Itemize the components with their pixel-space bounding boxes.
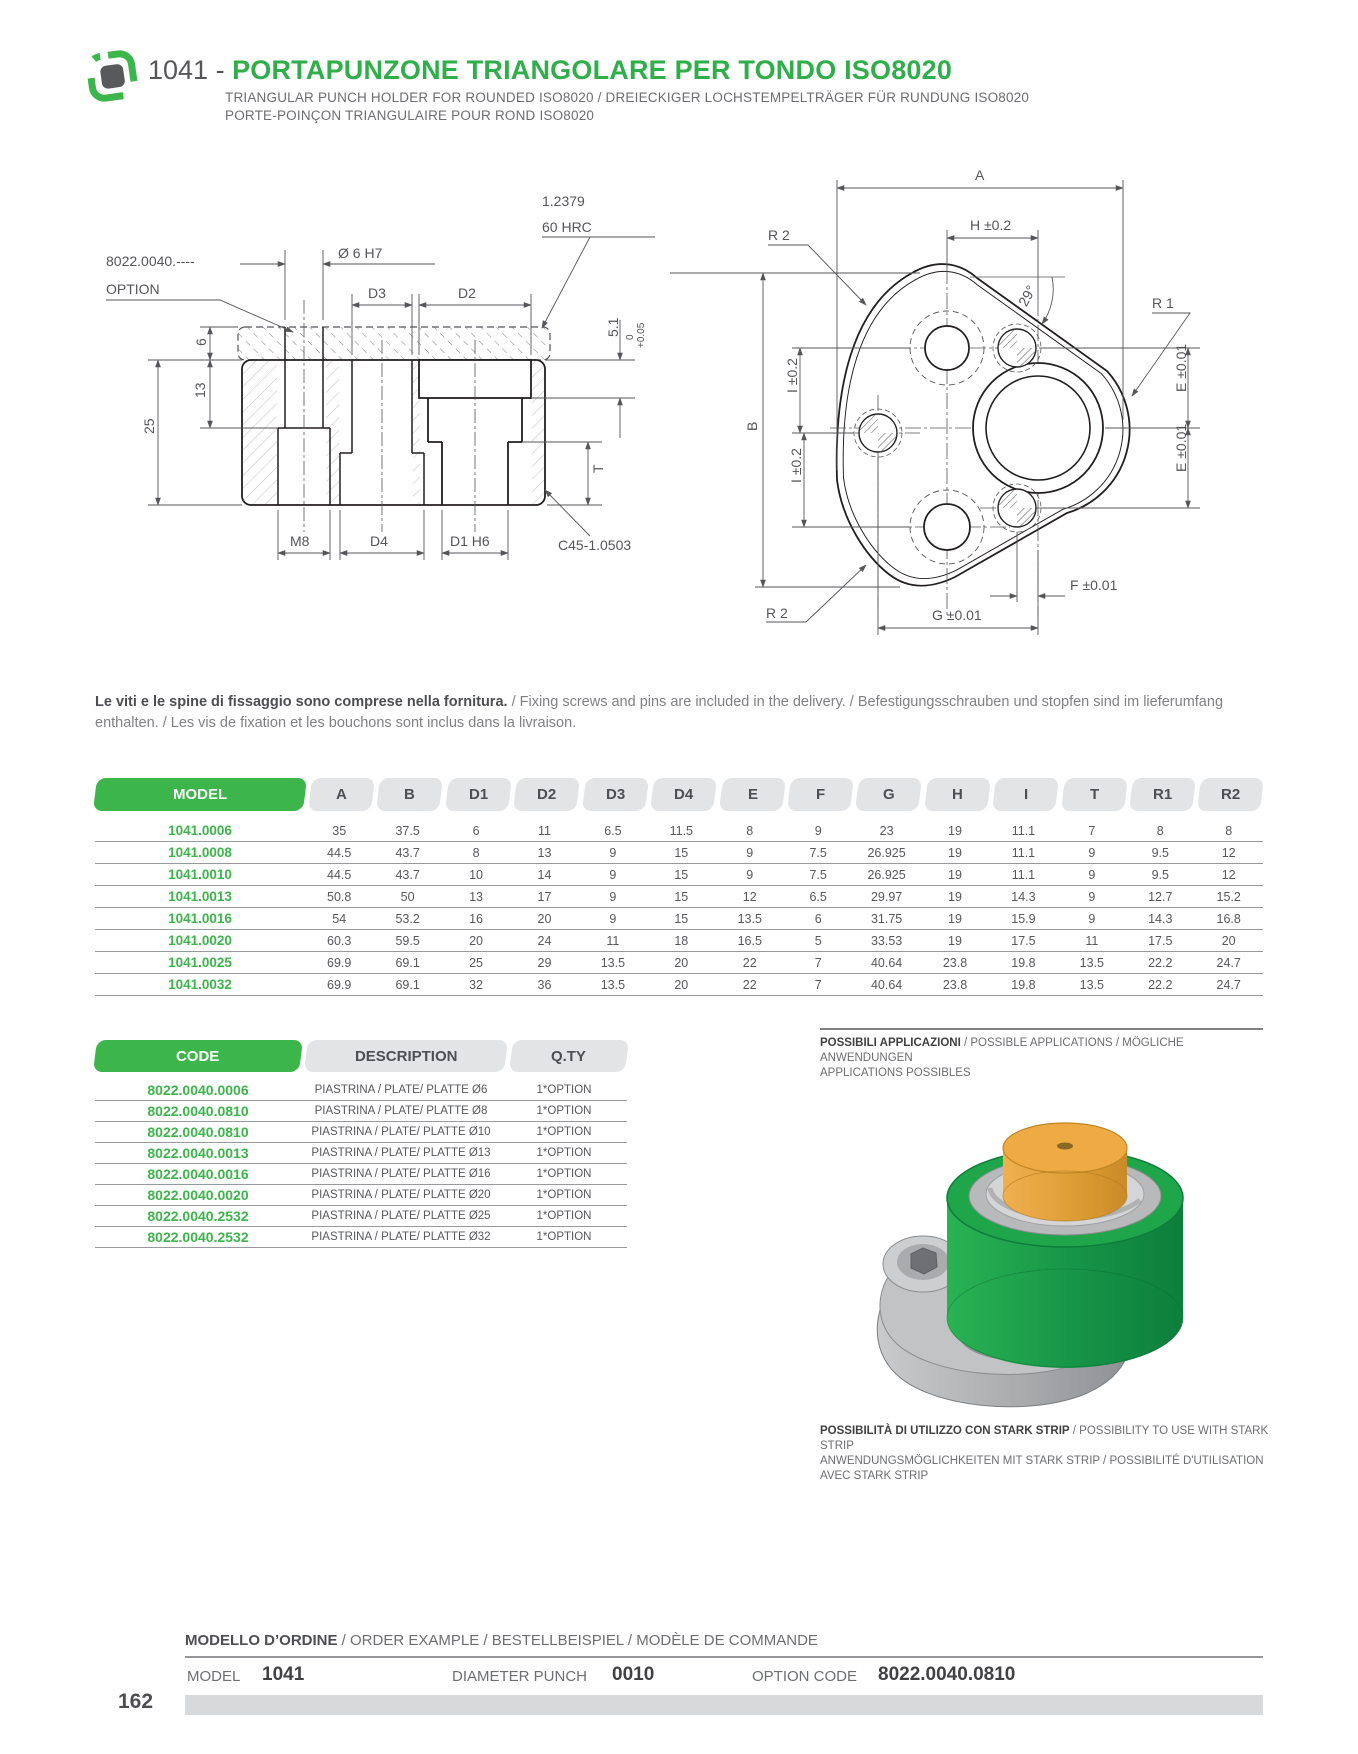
table-cell: 40.64 — [870, 977, 903, 992]
qty-cell: 1*OPTION — [536, 1189, 592, 1201]
table-cell: 8 — [746, 823, 754, 838]
table-cell: 19 — [948, 823, 962, 838]
top-h-label: H ±0.2 — [970, 217, 1012, 233]
dimension-table — [95, 778, 1263, 996]
description-cell: PIASTRINA / PLATE/ PLATTE Ø16 — [311, 1168, 491, 1180]
table-cell: 22.2 — [1148, 977, 1173, 992]
qty-cell: 1*OPTION — [536, 1210, 592, 1222]
table-cell: 13 — [469, 889, 483, 904]
table-cell: 19 — [948, 845, 962, 860]
dimension-column-header: R1 — [1129, 778, 1196, 811]
qty-cell: 1*OPTION — [536, 1105, 592, 1117]
table-cell: 17.5 — [1148, 933, 1173, 948]
table-cell: 53.2 — [395, 911, 420, 926]
table-cell: 9.5 — [1151, 845, 1169, 860]
table-cell: 8 — [472, 845, 480, 860]
qty-cell: 1*OPTION — [536, 1126, 592, 1138]
table-cell: 14 — [537, 867, 552, 882]
table-cell: 31.75 — [870, 911, 903, 926]
side-material-body-label: C45-1.0503 — [558, 537, 632, 553]
table-cell: 12.7 — [1148, 889, 1173, 904]
model-cell: 1041.0013 — [168, 889, 232, 904]
dimension-column-header: G — [855, 778, 922, 811]
model-cell: 1041.0016 — [168, 911, 232, 926]
table-cell: 17.5 — [1011, 933, 1036, 948]
side-dim13-label: 13 — [192, 382, 208, 398]
table-cell: 44.5 — [327, 845, 352, 860]
delivery-note-translations: / Fixing screws and pins are included in the delivery. / Befestigungsschrauben und stopfen sind im lieferumfang enthalten. / Les vis de fixation et les bouchons sont inclus dans la livraison. — [95, 694, 1224, 731]
table-cell: 8 — [1225, 823, 1233, 838]
table-cell: 20 — [674, 955, 689, 970]
table-cell: 19 — [948, 933, 962, 948]
code-cell: 8022.0040.2532 — [147, 1229, 249, 1245]
code-cell: 8022.0040.2532 — [147, 1208, 249, 1224]
table-cell: 43.7 — [395, 867, 420, 882]
table-cell: 15 — [674, 867, 689, 882]
side-material-top-label: 1.2379 — [542, 193, 585, 209]
table-cell: 33.53 — [870, 933, 903, 948]
order-model-label: MODEL — [187, 1668, 241, 1685]
table-cell: 13.5 — [1079, 977, 1105, 992]
side-d4-label: D4 — [370, 533, 388, 549]
code-cell: 8022.0040.0810 — [147, 1124, 249, 1140]
table-cell: 32 — [469, 977, 483, 992]
model-cell: 1041.0008 — [168, 845, 232, 860]
table-cell: 25 — [469, 955, 483, 970]
description-cell: PIASTRINA / PLATE/ PLATTE Ø32 — [311, 1231, 491, 1243]
table-cell: 7 — [814, 955, 822, 970]
table-cell: 69.1 — [395, 977, 420, 992]
table-cell: 13.5 — [600, 977, 626, 992]
top-b-label: B — [744, 421, 760, 431]
table-cell: 12 — [742, 889, 757, 904]
side-d2-label: D2 — [458, 285, 476, 301]
table-cell: 43.7 — [395, 845, 420, 860]
applications-divider — [820, 1028, 1263, 1030]
top-angle-label: 29° — [1014, 282, 1040, 309]
table-cell: 20 — [674, 977, 689, 992]
code-column-header: CODE — [93, 1040, 303, 1072]
footer-bar — [185, 1695, 1263, 1715]
table-cell: 35 — [332, 823, 347, 838]
description-cell: PIASTRINA / PLATE/ PLATTE Ø10 — [311, 1126, 491, 1138]
table-cell: 16 — [469, 911, 483, 926]
model-column-header: MODEL — [93, 778, 307, 811]
table-row — [95, 908, 1263, 930]
top-g-label: G ±0.01 — [932, 607, 982, 623]
side-d1-label: D1 H6 — [450, 533, 490, 549]
table-cell: 12 — [1221, 845, 1236, 860]
table-cell: 10 — [469, 867, 483, 882]
side-depth-label: 5.1 — [605, 317, 621, 337]
table-cell: 9 — [1088, 889, 1096, 904]
table-cell: 8 — [1156, 823, 1164, 838]
qty-cell: 1*OPTION — [536, 1231, 592, 1243]
table-cell: 24.7 — [1216, 977, 1241, 992]
table-cell: 7 — [1088, 823, 1096, 838]
table-cell: 14.3 — [1011, 889, 1036, 904]
table-cell: 15.9 — [1011, 911, 1036, 926]
table-cell: 59.5 — [395, 933, 420, 948]
table-cell: 26.925 — [867, 867, 906, 882]
model-cell: 1041.0032 — [168, 977, 232, 992]
table-cell: 7.5 — [809, 867, 827, 882]
qty-column-header: Q.TY — [509, 1040, 629, 1072]
table-cell: 9 — [609, 911, 617, 926]
model-cell: 1041.0006 — [168, 823, 232, 838]
description-cell: PIASTRINA / PLATE/ PLATTE Ø13 — [311, 1147, 491, 1159]
table-cell: 69.1 — [395, 955, 420, 970]
side-hardness-label: 60 HRC — [542, 219, 592, 235]
order-example-rule — [185, 1656, 1263, 1658]
dimension-column-header: H — [924, 778, 991, 811]
option-code-table-header — [95, 1040, 627, 1072]
top-a-label: A — [975, 167, 985, 183]
description-column-header: DESCRIPTION — [304, 1040, 508, 1072]
table-cell: 50.8 — [327, 889, 352, 904]
table-row — [95, 1080, 627, 1101]
model-cell: 1041.0025 — [168, 955, 232, 970]
table-cell: 19.8 — [1011, 977, 1036, 992]
stark-strip-caption: POSSIBILITÀ DI UTILIZZO CON STARK STRIP / POSSIBILITY TO USE WITH STARK STRIP ANWENDUNGSMÖGLICHKEITEN MIT STARK STRIP / POSSIBILITÉ D'UTILISATION AVEC STARK STRIP — [820, 1425, 1269, 1482]
page-number: 162 — [118, 1690, 154, 1713]
dimension-column-header: R2 — [1197, 778, 1264, 811]
dimension-column-header: T — [1061, 778, 1128, 811]
table-cell: 11.1 — [1011, 845, 1036, 860]
table-row — [95, 1101, 627, 1122]
table-cell: 36 — [537, 977, 552, 992]
description-cell: PIASTRINA / PLATE/ PLATTE Ø6 — [314, 1084, 488, 1096]
table-cell: 18 — [674, 933, 689, 948]
side-option-label: OPTION — [106, 281, 160, 297]
description-cell: PIASTRINA / PLATE/ PLATTE Ø8 — [314, 1105, 488, 1117]
top-e-top-label: E ±0.01 — [1173, 343, 1189, 392]
side-d3-label: D3 — [368, 285, 386, 301]
table-cell: 13 — [537, 845, 552, 860]
side-t-label: T — [590, 464, 606, 473]
subtitle-line1: TRIANGULAR PUNCH HOLDER FOR ROUNDED ISO8020 / DREIECKIGER LOCHSTEMPELTRÄGER FÜR RUNDUNG ISO8020 — [225, 90, 1030, 105]
order-example-heading: MODELLO D’ORDINE / ORDER EXAMPLE / BESTELLBEISPIEL / MODÈLE DE COMMANDE — [185, 1632, 818, 1649]
code-cell: 8022.0040.0016 — [147, 1166, 249, 1182]
table-cell: 11 — [1085, 933, 1099, 948]
top-r2-bottom-label: R 2 — [766, 605, 788, 621]
table-cell: 20 — [1221, 933, 1236, 948]
table-cell: 22 — [742, 977, 757, 992]
table-cell: 26.925 — [867, 845, 906, 860]
delivery-note-it: Le viti e le spine di fissaggio sono comprese nella fornitura. — [95, 694, 508, 710]
table-row — [95, 886, 1263, 908]
dimension-column-header: F — [787, 778, 854, 811]
table-cell: 5 — [814, 933, 822, 948]
product-code: 1041 - — [148, 55, 233, 85]
dimension-table-body — [95, 820, 1263, 996]
table-cell: 11.1 — [1011, 823, 1036, 838]
dimension-column-header: A — [308, 778, 375, 811]
table-cell: 54 — [332, 911, 347, 926]
table-cell: 6 — [472, 823, 480, 838]
table-cell: 11.1 — [1011, 867, 1036, 882]
table-cell: 50 — [400, 889, 415, 904]
dimension-column-header: D2 — [513, 778, 580, 811]
qty-cell: 1*OPTION — [536, 1084, 592, 1096]
table-row — [95, 1206, 627, 1227]
table-cell: 15 — [674, 845, 689, 860]
delivery-note — [95, 692, 1265, 734]
table-cell: 60.3 — [327, 933, 352, 948]
table-cell: 19 — [948, 867, 962, 882]
table-cell: 17 — [537, 889, 552, 904]
table-cell: 9 — [1088, 845, 1096, 860]
side-dia-label: Ø 6 H7 — [338, 245, 383, 261]
table-cell: 6 — [814, 911, 822, 926]
option-code-table — [95, 1040, 627, 1248]
code-cell: 8022.0040.0013 — [147, 1145, 249, 1161]
dimension-column-header: E — [719, 778, 786, 811]
table-row — [95, 952, 1263, 974]
table-cell: 22.2 — [1148, 955, 1173, 970]
table-row — [95, 842, 1263, 864]
table-row — [95, 820, 1263, 842]
table-cell: 23.8 — [942, 977, 968, 992]
table-cell: 9 — [609, 845, 617, 860]
table-cell: 44.5 — [327, 867, 352, 882]
table-cell: 29.97 — [870, 889, 903, 904]
table-cell: 13.5 — [1079, 955, 1105, 970]
table-row — [95, 1164, 627, 1185]
table-cell: 16.8 — [1216, 911, 1241, 926]
dimension-column-header: B — [376, 778, 443, 811]
table-cell: 9 — [609, 889, 617, 904]
table-cell: 69.9 — [327, 955, 352, 970]
option-code-table-body — [95, 1080, 627, 1248]
table-cell: 9 — [814, 823, 822, 838]
table-row — [95, 1185, 627, 1206]
dimension-column-header: D4 — [650, 778, 717, 811]
top-r2-top-label: R 2 — [768, 227, 790, 243]
table-cell: 20 — [469, 933, 483, 948]
table-cell: 11 — [537, 823, 551, 838]
table-cell: 15 — [674, 889, 689, 904]
table-cell: 16.5 — [737, 933, 762, 948]
table-cell: 9.5 — [1151, 867, 1169, 882]
brand-logo-icon — [86, 50, 138, 102]
top-view-drawing — [670, 150, 1260, 650]
top-r1-label: R 1 — [1152, 295, 1174, 311]
side-view-drawing — [90, 170, 660, 590]
code-cell: 8022.0040.0006 — [147, 1082, 249, 1098]
table-cell: 24.7 — [1216, 955, 1241, 970]
table-cell: 29 — [537, 955, 552, 970]
table-cell: 20 — [537, 911, 552, 926]
table-cell: 12 — [1221, 867, 1236, 882]
description-cell: PIASTRINA / PLATE/ PLATTE Ø25 — [311, 1210, 491, 1222]
side-dim25-label: 25 — [141, 418, 157, 434]
side-m8-label: M8 — [290, 533, 310, 549]
qty-cell: 1*OPTION — [536, 1147, 592, 1159]
table-row — [95, 930, 1263, 952]
order-model-value: 1041 — [262, 1664, 305, 1685]
application-render-image — [855, 1078, 1215, 1413]
table-row — [95, 1143, 627, 1164]
top-f-label: F ±0.01 — [1070, 577, 1118, 593]
table-cell: 19.8 — [1011, 955, 1036, 970]
top-e-bottom-label: E ±0.01 — [1173, 423, 1189, 472]
order-option-label: OPTION CODE — [752, 1668, 858, 1685]
side-tol-low-label: 0 — [625, 334, 636, 340]
table-cell: 6.5 — [604, 823, 622, 838]
table-cell: 9 — [609, 867, 617, 882]
description-cell: PIASTRINA / PLATE/ PLATTE Ø20 — [311, 1189, 491, 1201]
table-cell: 69.9 — [327, 977, 352, 992]
table-cell: 7.5 — [809, 845, 827, 860]
table-cell: 22 — [742, 955, 757, 970]
side-tol-high-label: +0.05 — [636, 322, 647, 348]
table-row — [95, 864, 1263, 886]
dimension-table-header — [95, 778, 1263, 811]
table-cell: 19 — [948, 911, 962, 926]
table-cell: 14.3 — [1148, 911, 1173, 926]
table-cell: 15.2 — [1216, 889, 1241, 904]
dimension-column-header: I — [992, 778, 1059, 811]
top-i-bottom-label: I ±0.2 — [788, 448, 804, 483]
table-cell: 15 — [674, 911, 689, 926]
table-cell: 23 — [879, 823, 894, 838]
order-option-value: 8022.0040.0810 — [878, 1664, 1016, 1685]
model-cell: 1041.0020 — [168, 933, 232, 948]
qty-cell: 1*OPTION — [536, 1168, 592, 1180]
table-row — [95, 1122, 627, 1143]
table-cell: 9 — [1088, 911, 1096, 926]
table-cell: 13.5 — [600, 955, 626, 970]
product-title: PORTAPUNZONE TRIANGOLARE PER TONDO ISO8020 — [232, 55, 953, 85]
model-cell: 1041.0010 — [168, 867, 232, 882]
table-row — [95, 974, 1263, 996]
table-cell: 9 — [1088, 867, 1096, 882]
table-row — [95, 1227, 627, 1248]
table-cell: 24 — [537, 933, 552, 948]
table-cell: 37.5 — [395, 823, 420, 838]
top-i-top-label: I ±0.2 — [784, 358, 800, 393]
table-cell: 13.5 — [737, 911, 762, 926]
table-cell: 19 — [948, 889, 962, 904]
code-cell: 8022.0040.0020 — [147, 1187, 249, 1203]
side-option-code-label: 8022.0040.---- — [106, 253, 195, 269]
table-cell: 9 — [746, 845, 754, 860]
order-diameter-label: DIAMETER PUNCH — [452, 1668, 588, 1685]
dimension-column-header: D1 — [445, 778, 512, 811]
table-cell: 9 — [746, 867, 754, 882]
applications-title: POSSIBILI APPLICAZIONI / POSSIBLE APPLICATIONS / MÖGLICHE ANWENDUNGEN APPLICATIONS POSSIBLES — [820, 1037, 1184, 1079]
subtitle-line2: PORTE-POINÇON TRIANGULAIRE POUR ROND ISO8020 — [225, 108, 595, 123]
code-cell: 8022.0040.0810 — [147, 1103, 249, 1119]
page-title — [148, 55, 952, 86]
side-dim6-label: 6 — [193, 338, 209, 346]
table-cell: 23.8 — [942, 955, 968, 970]
dimension-column-header: D3 — [582, 778, 649, 811]
table-cell: 11.5 — [669, 823, 694, 838]
table-cell: 7 — [814, 977, 822, 992]
table-cell: 11 — [606, 933, 620, 948]
table-cell: 6.5 — [809, 889, 827, 904]
order-diameter-value: 0010 — [612, 1664, 655, 1685]
table-cell: 40.64 — [870, 955, 903, 970]
